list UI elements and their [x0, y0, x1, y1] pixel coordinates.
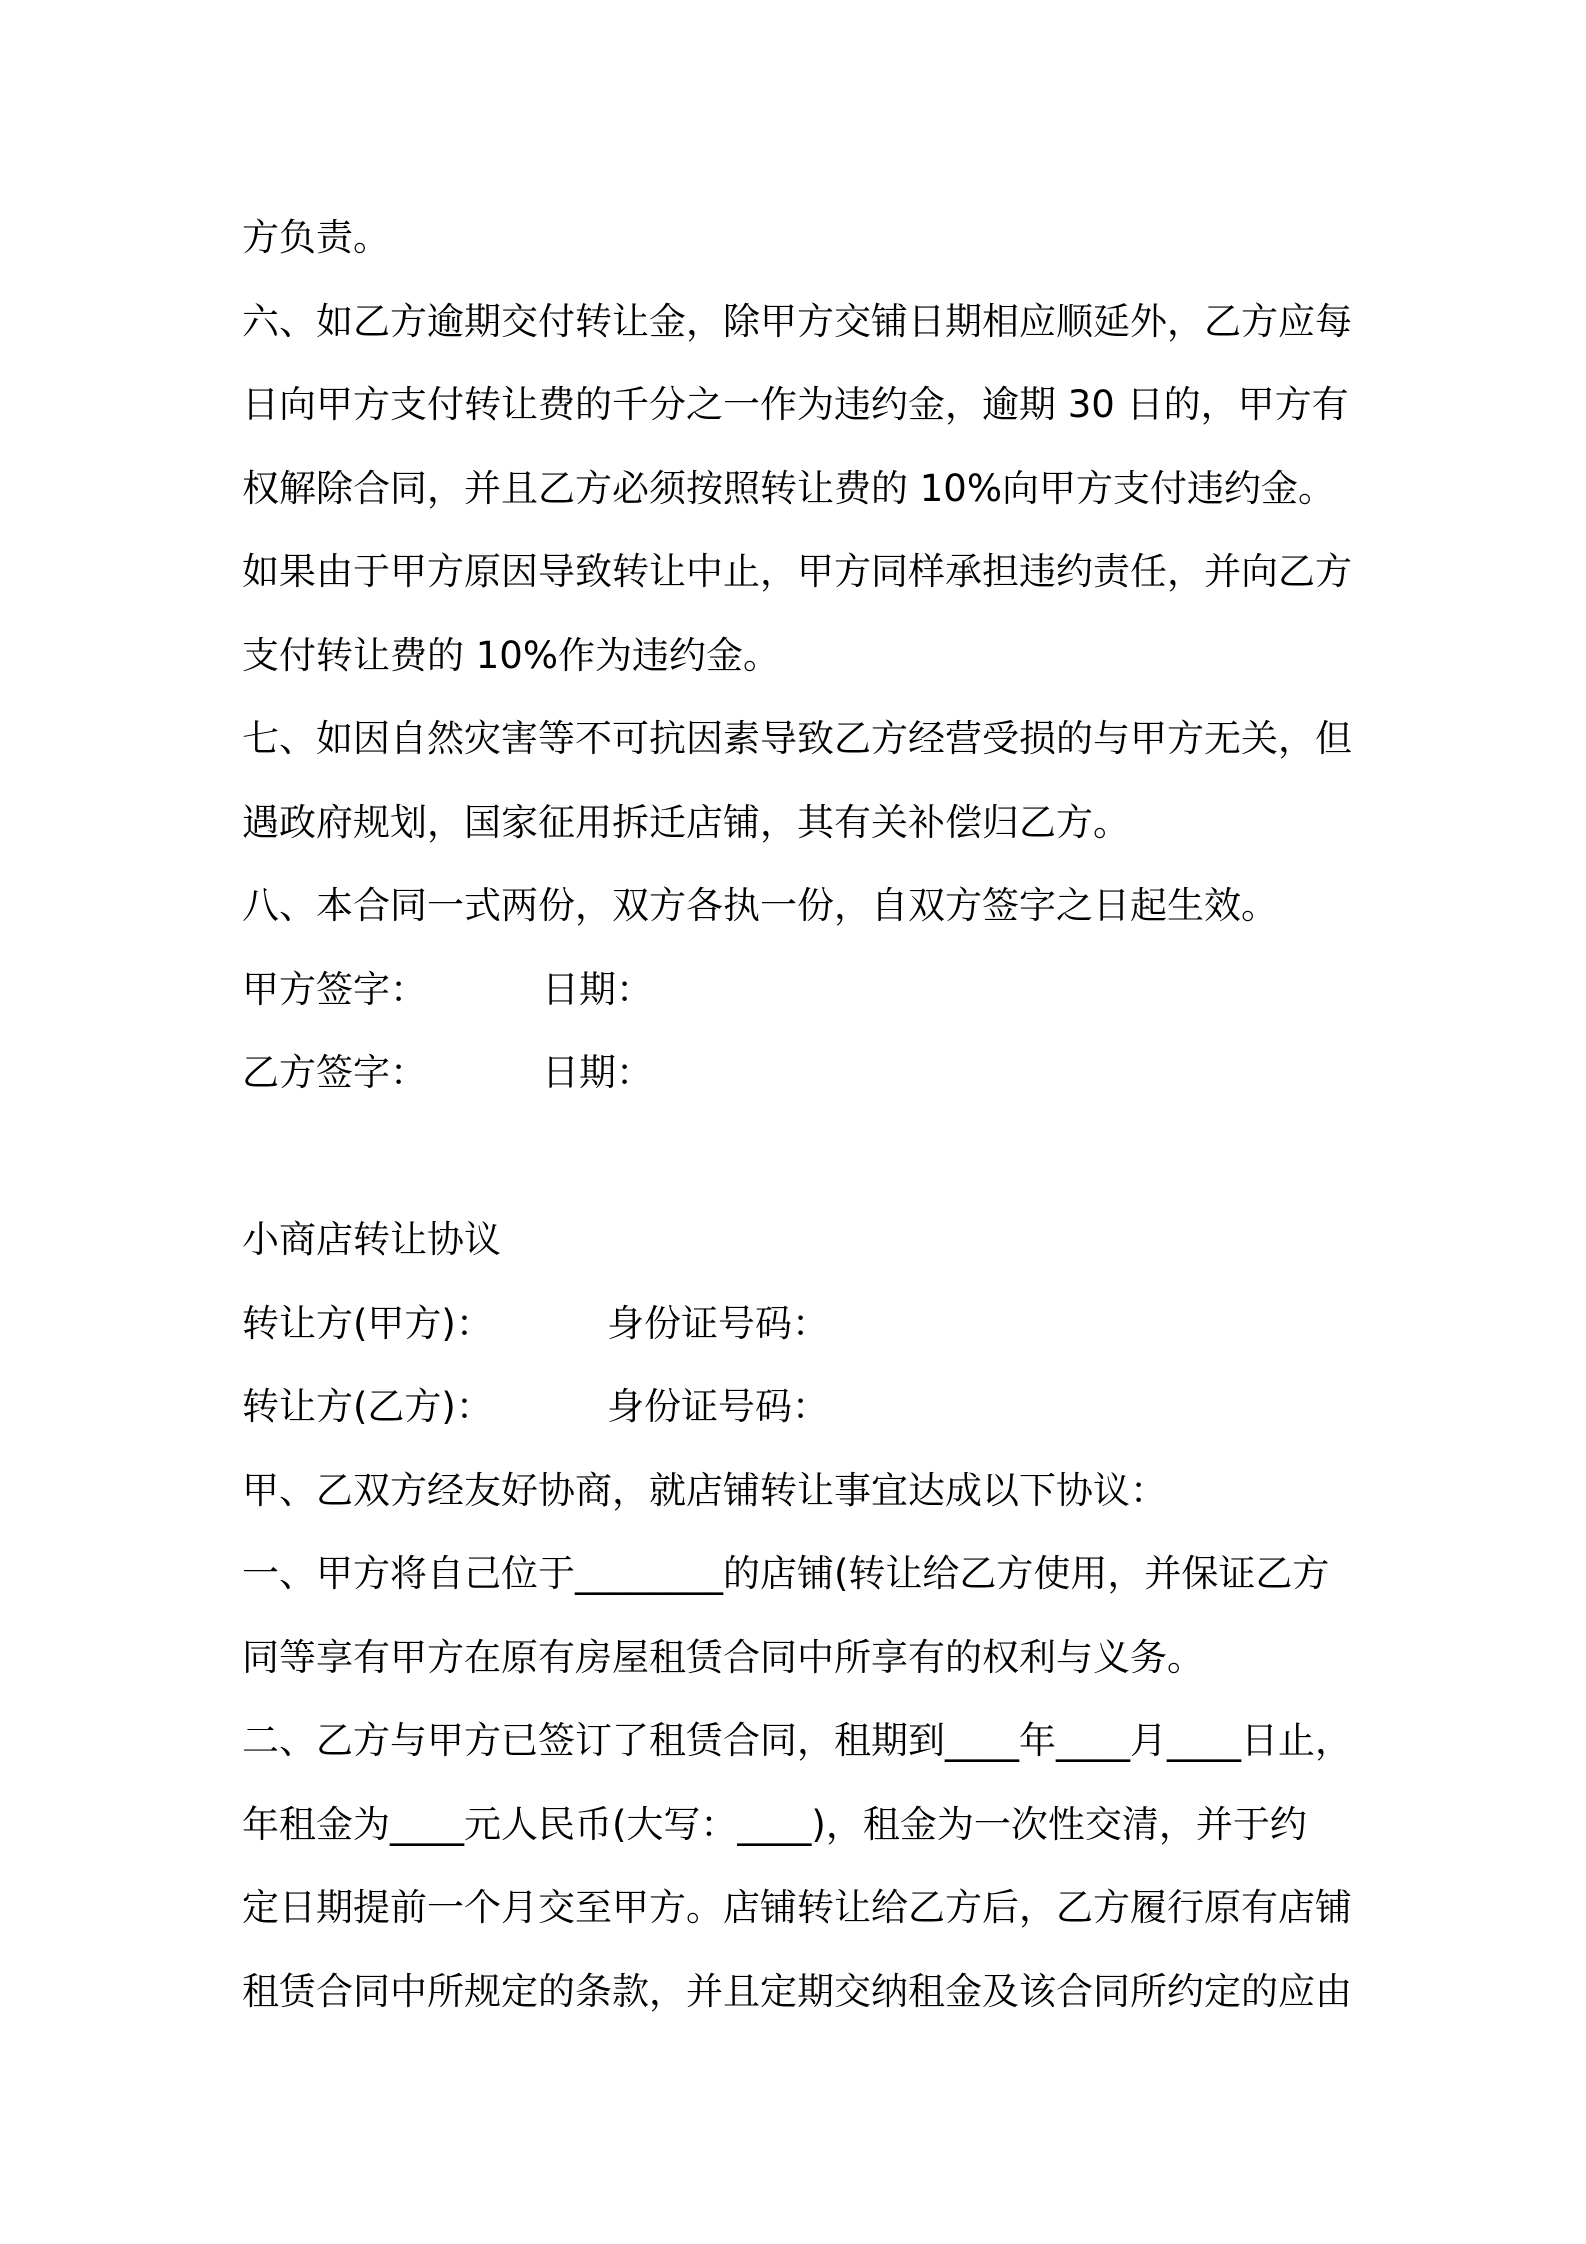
signature-row-a	[242, 948, 1354, 1032]
paragraph-line: 如果由于甲方原因导致转让中止，甲方同样承担违约责任，并向乙方	[242, 550, 1352, 593]
section-gap	[242, 1115, 1354, 1199]
party-row-a	[242, 1282, 1354, 1366]
date-label: 日期：	[542, 1051, 653, 1094]
date-label: 日期：	[542, 967, 653, 1011]
signature-row-b	[242, 1031, 1354, 1115]
document-body	[242, 196, 1354, 2033]
section-title: 小商店转让协议	[242, 1218, 501, 1261]
paragraph-line: 定日期提前一个月交至甲方。店铺转让给乙方后，乙方履行原有店铺	[242, 1886, 1352, 1929]
paragraph-line: 一、甲方将自己位于________的店铺(转让给乙方使用，并保证乙方	[242, 1552, 1330, 1595]
party-label: 转让方(甲方)：	[242, 1301, 493, 1345]
paragraph-line: 八、本合同一式两份，双方各执一份，自双方签字之日起生效。	[242, 884, 1278, 927]
paragraph-line: 年租金为____元人民币(大写：____)，租金为一次性交清，并于约	[242, 1802, 1307, 1846]
paragraph-line: 权解除合同，并且乙方必须按照转让费的 10%向甲方支付违约金。	[242, 466, 1335, 510]
paragraph-line: 支付转让费的 10%作为违约金。	[242, 633, 780, 677]
paragraph-line: 遇政府规划，国家征用拆迁店铺，其有关补偿归乙方。	[242, 800, 1130, 844]
paragraph-line: 租赁合同中所规定的条款，并且定期交纳租金及该合同所约定的应由	[242, 1969, 1352, 2013]
paragraph-line: 甲、乙双方经友好协商，就店铺转让事宜达成以下协议：	[242, 1468, 1167, 1512]
id-label: 身份证号码：	[607, 1385, 829, 1428]
paragraph-line: 日向甲方支付转让费的千分之一作为违约金，逾期 30 日的，甲方有	[242, 383, 1349, 426]
paragraph-line: 七、如因自然灾害等不可抗因素导致乙方经营受损的与甲方无关，但	[242, 717, 1352, 760]
paragraph-line: 同等享有甲方在原有房屋租赁合同中所享有的权利与义务。	[242, 1635, 1204, 1679]
id-label: 身份证号码：	[607, 1301, 829, 1345]
signature-label: 乙方签字：	[242, 1051, 427, 1094]
paragraph-line: 二、乙方与甲方已签订了租赁合同，租期到____年____月____日止，	[242, 1719, 1352, 1762]
paragraph-line: 六、如乙方逾期交付转让金，除甲方交铺日期相应顺延外，乙方应每	[242, 299, 1352, 343]
signature-label: 甲方签字：	[242, 967, 427, 1011]
party-label: 转让方(乙方)：	[242, 1385, 493, 1428]
party-row-b	[242, 1365, 1354, 1449]
paragraph-line: 方负责。	[242, 216, 390, 259]
